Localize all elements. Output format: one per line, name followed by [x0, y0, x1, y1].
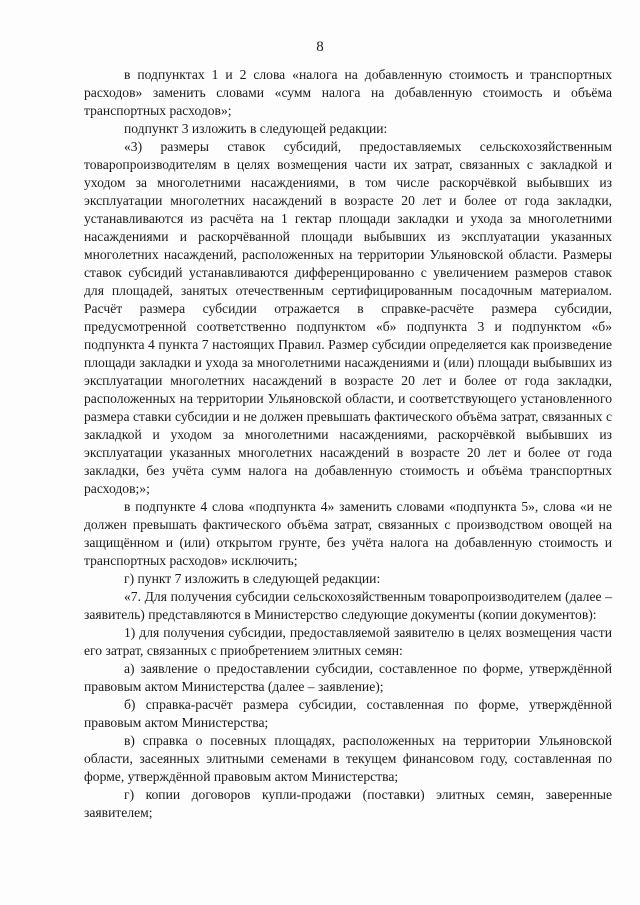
paragraph-1: в подпунктах 1 и 2 слова «налога на добавленную стоимость и транспортных расходов» заменить словами «сумм налога на добавленную стоимость и объёма транспортных расходов»;: [84, 67, 612, 118]
paragraph-11: г) копии договоров купли-продажи (поставки) элитных семян, заверенные заявителем;: [84, 787, 612, 820]
paragraph-6: «7. Для получения субсидии сельскохозяйственным товаропроизводителем (далее – заявитель) представляются в Министерство следующие документы (копии документов):: [84, 589, 612, 622]
paragraph-3: «3) размеры ставок субсидий, предоставляемых сельскохозяйственным товаропроизводителям в целях возмещения части их затрат, связанных с закладкой и уходом за многолетними насаждениями, в том числе раскорчёвкой выбывших из эксплуатации многолетних насаждений в возрасте 20 лет и более от года закладки, устанавливаются из расчёта на 1 гектар площади закладки и ухода за многолетними насаждениями и раскорчёванной площади выбывших из эксплуатации указанных многолетних насаждений, расположенных на территории Ульяновской области. Размеры ставок субсидий устанавливаются дифференцированно с увеличением размеров ставок для площадей, занятых отечественным сертифицированным посадочным материалом. Расчёт размера субсидии отражается в справке-расчёте размера субсидии, предусмотренной соответственно подпунктом «б» подпункта 3 и подпунктом «б» подпункта 4 пункта 7 настоящих Правил. Размер субсидии определяется как произведение площади закладки и ухода за многолетними насаждениями и (или) площади выбывших из эксплуатации многолетних насаждений в возрасте 20 лет и более от года закладки, расположенных на территории Ульяновской области, и соответствующего установленного размера ставки субсидии и не должен превышать фактического объёма затрат, связанных с закладкой и уходом за многолетними насаждениями, раскорчёвкой выбывших из эксплуатации указанных многолетних насаждений в возрасте 20 лет и более от года закладки, без учёта сумм налога на добавленную стоимость и объёма транспортных расходов;»;: [84, 139, 612, 496]
paragraph-4: в подпункте 4 слова «подпункта 4» заменить словами «подпункта 5», слова «и не должен превышать фактического объёма затрат, связанных с производством овощей на защищённом и (или) открытом грунте, без учёта налога на добавленную стоимость и транспортных расходов» исключить;: [84, 499, 612, 568]
paragraph-2: подпункт 3 изложить в следующей редакции:: [124, 121, 388, 136]
paragraph-8: а) заявление о предоставлении субсидии, составленное по форме, утверждённой правовым актом Министерства (далее – заявление);: [84, 661, 612, 694]
paragraph-5: г) пункт 7 изложить в следующей редакции:: [124, 571, 381, 586]
paragraph-10: в) справка о посевных площадях, расположенных на территории Ульяновской области, засеянных элитными семенами в текущем финансовом году, составленная по форме, утверждённой правовым актом Министерства;: [84, 733, 612, 784]
paragraph-7: 1) для получения субсидии, предоставляемой заявителю в целях возмещения части его затрат, связанных с приобретением элитных семян:: [84, 625, 612, 658]
page-number: 8: [316, 39, 324, 55]
document-body: [84, 66, 612, 822]
paragraph-9: б) справка-расчёт размера субсидии, составленная по форме, утверждённой правовым актом Министерства;: [84, 697, 612, 730]
